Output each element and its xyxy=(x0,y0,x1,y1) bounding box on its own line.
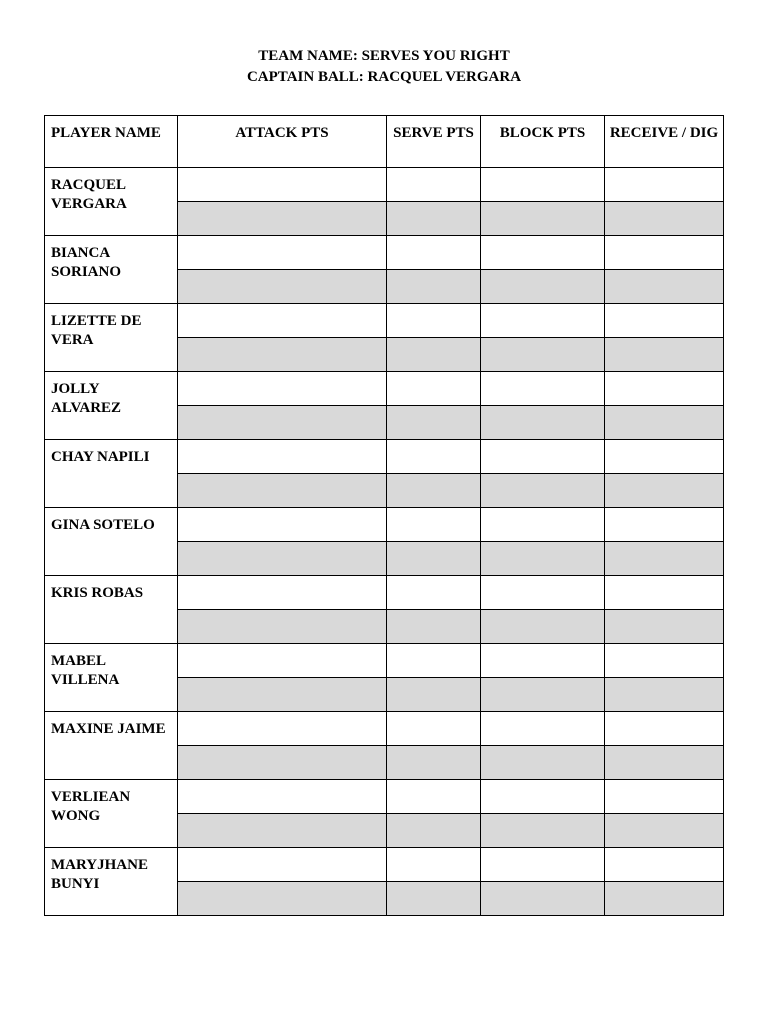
attack-pts-cell-shaded[interactable] xyxy=(178,542,387,576)
block-pts-cell[interactable] xyxy=(481,712,605,746)
block-pts-cell[interactable] xyxy=(481,440,605,474)
serve-pts-cell-shaded[interactable] xyxy=(387,542,481,576)
receive-dig-cell-shaded[interactable] xyxy=(605,814,724,848)
receive-dig-cell-shaded[interactable] xyxy=(605,610,724,644)
serve-pts-cell-shaded[interactable] xyxy=(387,406,481,440)
attack-pts-cell[interactable] xyxy=(178,440,387,474)
receive-dig-cell-shaded[interactable] xyxy=(605,406,724,440)
column-header-serve-pts: SERVE PTS xyxy=(387,116,481,168)
table-header-row xyxy=(45,116,724,168)
player-row-top xyxy=(45,644,724,678)
attack-pts-cell[interactable] xyxy=(178,236,387,270)
block-pts-cell-shaded[interactable] xyxy=(481,610,605,644)
receive-dig-cell-shaded[interactable] xyxy=(605,678,724,712)
receive-dig-cell[interactable] xyxy=(605,848,724,882)
serve-pts-cell[interactable] xyxy=(387,168,481,202)
player-row-top xyxy=(45,372,724,406)
attack-pts-cell[interactable] xyxy=(178,780,387,814)
attack-pts-cell-shaded[interactable] xyxy=(178,610,387,644)
attack-pts-cell[interactable] xyxy=(178,168,387,202)
serve-pts-cell[interactable] xyxy=(387,372,481,406)
block-pts-cell-shaded[interactable] xyxy=(481,542,605,576)
receive-dig-cell-shaded[interactable] xyxy=(605,746,724,780)
receive-dig-cell[interactable] xyxy=(605,644,724,678)
player-name-cell: RACQUEL VERGARA xyxy=(45,168,178,236)
block-pts-cell-shaded[interactable] xyxy=(481,338,605,372)
player-name-cell: CHAY NAPILI xyxy=(45,440,178,508)
serve-pts-cell[interactable] xyxy=(387,236,481,270)
attack-pts-cell[interactable] xyxy=(178,644,387,678)
attack-pts-cell-shaded[interactable] xyxy=(178,474,387,508)
receive-dig-cell[interactable] xyxy=(605,236,724,270)
column-header-receive-dig: RECEIVE / DIG xyxy=(605,116,724,168)
attack-pts-cell[interactable] xyxy=(178,848,387,882)
column-header-block-pts: BLOCK PTS xyxy=(481,116,605,168)
receive-dig-cell[interactable] xyxy=(605,508,724,542)
serve-pts-cell[interactable] xyxy=(387,712,481,746)
block-pts-cell[interactable] xyxy=(481,644,605,678)
document-header xyxy=(0,46,768,88)
attack-pts-cell-shaded[interactable] xyxy=(178,406,387,440)
receive-dig-cell-shaded[interactable] xyxy=(605,474,724,508)
serve-pts-cell[interactable] xyxy=(387,576,481,610)
stats-table xyxy=(44,115,724,916)
receive-dig-cell[interactable] xyxy=(605,576,724,610)
receive-dig-cell-shaded[interactable] xyxy=(605,542,724,576)
receive-dig-cell-shaded[interactable] xyxy=(605,270,724,304)
serve-pts-cell[interactable] xyxy=(387,848,481,882)
player-row-top xyxy=(45,848,724,882)
player-name-cell: MARYJHANE BUNYI xyxy=(45,848,178,916)
player-name-cell: BIANCA SORIANO xyxy=(45,236,178,304)
attack-pts-cell-shaded[interactable] xyxy=(178,338,387,372)
player-name-cell: LIZETTE DE VERA xyxy=(45,304,178,372)
block-pts-cell-shaded[interactable] xyxy=(481,882,605,916)
serve-pts-cell[interactable] xyxy=(387,644,481,678)
player-name-cell: GINA SOTELO xyxy=(45,508,178,576)
block-pts-cell-shaded[interactable] xyxy=(481,406,605,440)
player-row-top xyxy=(45,508,724,542)
attack-pts-cell-shaded[interactable] xyxy=(178,270,387,304)
block-pts-cell-shaded[interactable] xyxy=(481,202,605,236)
player-name-cell: VERLIEAN WONG xyxy=(45,780,178,848)
block-pts-cell-shaded[interactable] xyxy=(481,474,605,508)
block-pts-cell-shaded[interactable] xyxy=(481,746,605,780)
receive-dig-cell[interactable] xyxy=(605,780,724,814)
attack-pts-cell[interactable] xyxy=(178,712,387,746)
serve-pts-cell-shaded[interactable] xyxy=(387,610,481,644)
receive-dig-cell[interactable] xyxy=(605,712,724,746)
attack-pts-cell-shaded[interactable] xyxy=(178,882,387,916)
receive-dig-cell-shaded[interactable] xyxy=(605,338,724,372)
block-pts-cell-shaded[interactable] xyxy=(481,814,605,848)
serve-pts-cell-shaded[interactable] xyxy=(387,270,481,304)
attack-pts-cell[interactable] xyxy=(178,576,387,610)
receive-dig-cell[interactable] xyxy=(605,168,724,202)
receive-dig-cell[interactable] xyxy=(605,372,724,406)
serve-pts-cell[interactable] xyxy=(387,440,481,474)
serve-pts-cell[interactable] xyxy=(387,508,481,542)
receive-dig-cell-shaded[interactable] xyxy=(605,202,724,236)
player-row-top xyxy=(45,712,724,746)
serve-pts-cell[interactable] xyxy=(387,304,481,338)
serve-pts-cell-shaded[interactable] xyxy=(387,474,481,508)
serve-pts-cell-shaded[interactable] xyxy=(387,678,481,712)
block-pts-cell[interactable] xyxy=(481,168,605,202)
serve-pts-cell-shaded[interactable] xyxy=(387,814,481,848)
player-name-cell: MAXINE JAIME xyxy=(45,712,178,780)
block-pts-cell[interactable] xyxy=(481,576,605,610)
player-row-top xyxy=(45,304,724,338)
serve-pts-cell-shaded[interactable] xyxy=(387,338,481,372)
attack-pts-cell-shaded[interactable] xyxy=(178,678,387,712)
player-row-top xyxy=(45,576,724,610)
block-pts-cell[interactable] xyxy=(481,848,605,882)
receive-dig-cell-shaded[interactable] xyxy=(605,882,724,916)
receive-dig-cell[interactable] xyxy=(605,304,724,338)
serve-pts-cell-shaded[interactable] xyxy=(387,202,481,236)
column-header-attack-pts: ATTACK PTS xyxy=(178,116,387,168)
serve-pts-cell[interactable] xyxy=(387,780,481,814)
attack-pts-cell[interactable] xyxy=(178,508,387,542)
block-pts-cell[interactable] xyxy=(481,236,605,270)
player-row-top xyxy=(45,780,724,814)
serve-pts-cell-shaded[interactable] xyxy=(387,882,481,916)
attack-pts-cell[interactable] xyxy=(178,372,387,406)
serve-pts-cell-shaded[interactable] xyxy=(387,746,481,780)
player-row-top xyxy=(45,236,724,270)
team-name-line: TEAM NAME: SERVES YOU RIGHT xyxy=(258,48,510,64)
player-row-top xyxy=(45,168,724,202)
block-pts-cell[interactable] xyxy=(481,372,605,406)
player-name-cell: JOLLY ALVAREZ xyxy=(45,372,178,440)
block-pts-cell[interactable] xyxy=(481,780,605,814)
block-pts-cell[interactable] xyxy=(481,304,605,338)
attack-pts-cell-shaded[interactable] xyxy=(178,202,387,236)
attack-pts-cell-shaded[interactable] xyxy=(178,746,387,780)
block-pts-cell-shaded[interactable] xyxy=(481,270,605,304)
column-header-player-name: PLAYER NAME xyxy=(45,116,178,168)
player-row-top xyxy=(45,440,724,474)
player-name-cell: MABEL VILLENA xyxy=(45,644,178,712)
block-pts-cell-shaded[interactable] xyxy=(481,678,605,712)
player-name-cell: KRIS ROBAS xyxy=(45,576,178,644)
captain-line: CAPTAIN BALL: RACQUEL VERGARA xyxy=(246,69,522,85)
block-pts-cell[interactable] xyxy=(481,508,605,542)
attack-pts-cell[interactable] xyxy=(178,304,387,338)
receive-dig-cell[interactable] xyxy=(605,440,724,474)
attack-pts-cell-shaded[interactable] xyxy=(178,814,387,848)
